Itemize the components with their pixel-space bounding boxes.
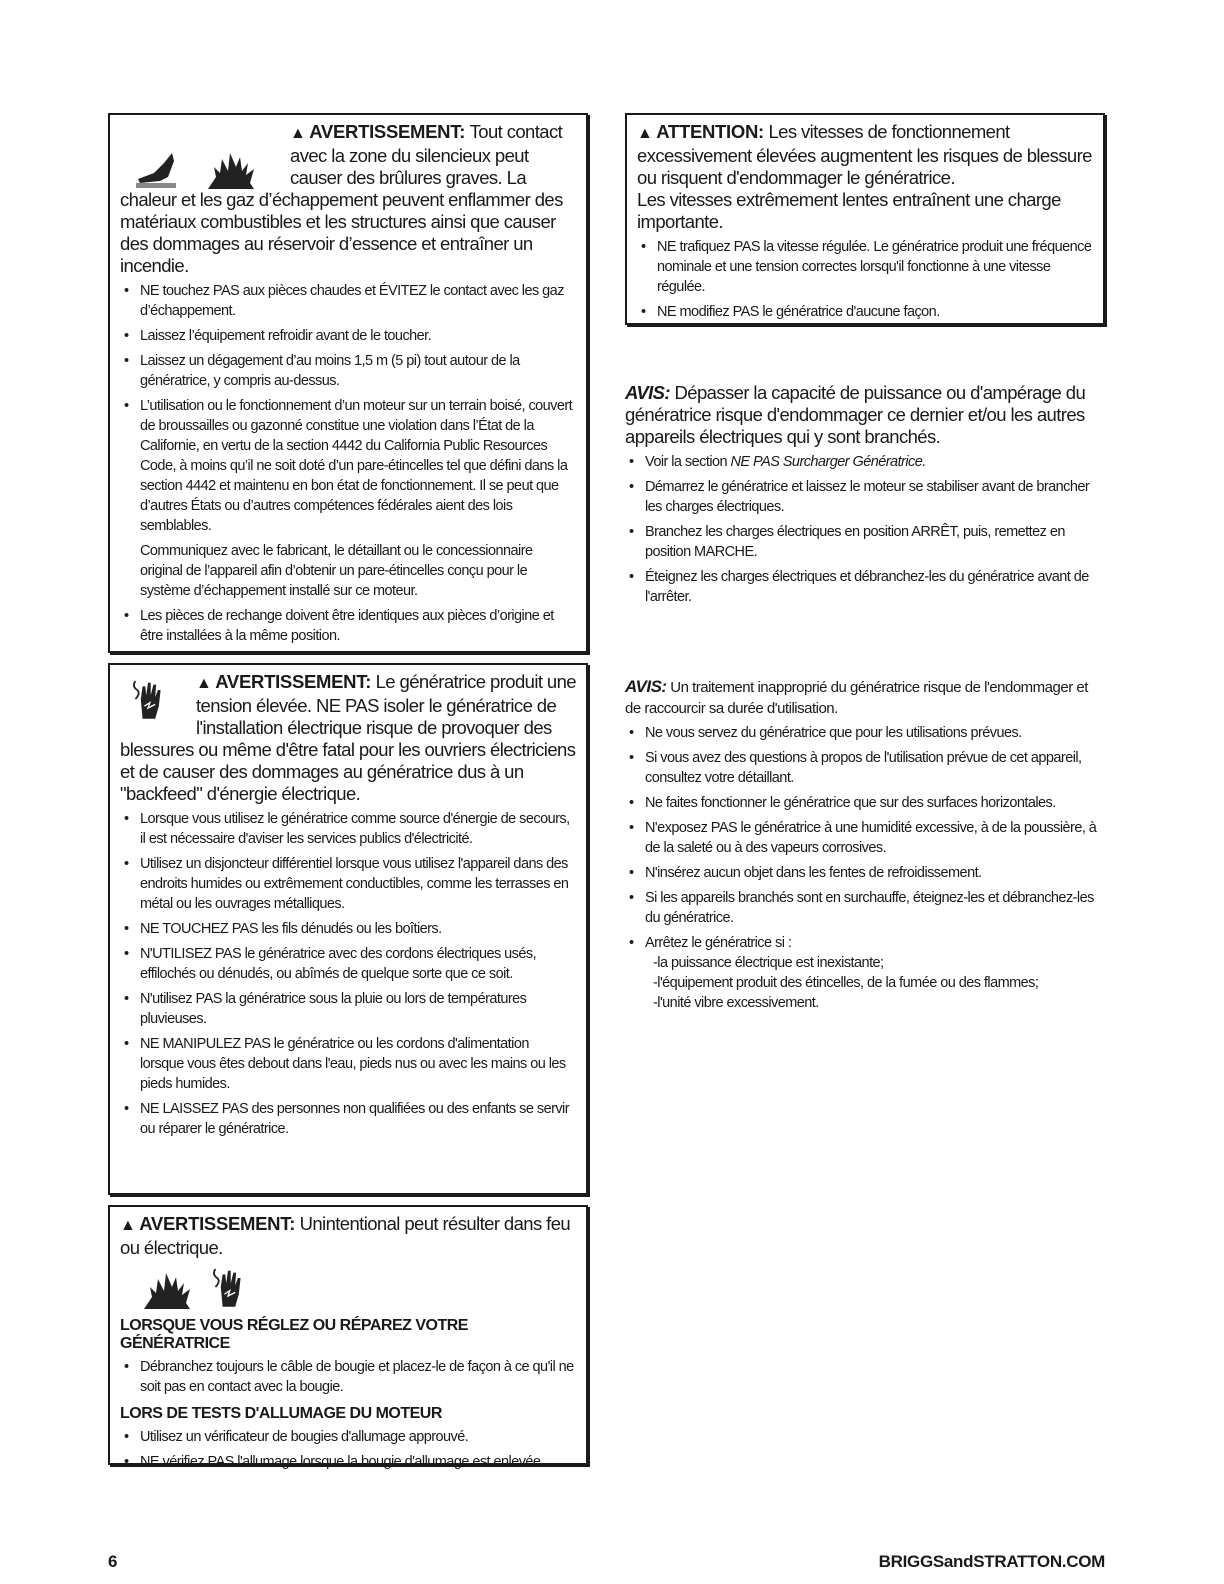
warning-box-fire-shock bbox=[108, 1205, 588, 1470]
caution-box-speed bbox=[625, 113, 1105, 325]
hot-surface-icon bbox=[134, 149, 184, 189]
warning-label: AVERTISSEMENT: bbox=[139, 1213, 296, 1234]
notice-overload bbox=[625, 382, 1105, 612]
warning-label: AVERTISSEMENT: bbox=[215, 671, 372, 692]
warning-box-hot-surface bbox=[108, 113, 588, 653]
list-item: • Utilisez un disjoncteur différentiel lorsque vous utilisez l'appareil dans des endroits humides ou extrêmement conductibles, comme les terrasses en métal ou les ouvrages métalliques. bbox=[120, 854, 576, 914]
sub-item: -l'équipement produit des étincelles, de la fumée ou des flammes; bbox=[653, 975, 1039, 991]
list-item: • NE trafiquez PAS la vitesse régulée. Le génératrice produit une fréquence nominale et une tension correctes lorsqu'il fonctionne à une vitesse régulée. bbox=[637, 237, 1093, 297]
warning-lead: Tout contact avec la zone du silencieux peut causer des brûlures graves. bbox=[290, 121, 563, 188]
sub-item: -l'unité vibre excessivement. bbox=[653, 995, 819, 1011]
list-item: • Arrêtez le génératrice si : bbox=[625, 933, 1105, 953]
list-item: • NE TOUCHEZ PAS les fils dénudés ou les boîtiers. bbox=[120, 919, 576, 939]
list-item: • N'exposez PAS le génératrice à une humidité excessive, à de la poussière, à de la saleté ou à des vapeurs corrosives. bbox=[625, 818, 1105, 858]
list-item: • NE vérifiez PAS l'allumage lorsque la bougie d'allumage est enlevée. bbox=[120, 1452, 576, 1472]
list-item: • N'insérez aucun objet dans les fentes de refroidissement. bbox=[625, 863, 1105, 883]
list-item: • Éteignez les charges électriques et débranchez-les du génératrice avant de l'arrêter. bbox=[625, 567, 1105, 607]
section-reference: NE PAS Surcharger Génératrice. bbox=[730, 454, 926, 470]
list-item: • Lorsque vous utilisez le génératrice comme source d'énergie de secours, il est nécessaire d'aviser les services publics d'électricité. bbox=[120, 809, 576, 849]
list-item: • NE touchez PAS aux pièces chaudes et ÉVITEZ le contact avec les gaz d’échappement. bbox=[120, 281, 576, 321]
footer-website: BRIGGSandSTRATTON.COM bbox=[878, 1552, 1105, 1571]
list-item: • Débranchez toujours le câble de bougie et placez-le de façon à ce qu'il ne soit pas en contact avec la bougie. bbox=[120, 1357, 576, 1397]
warning-triangle-icon: ▲ bbox=[196, 675, 212, 692]
list-item: • Ne faites fonctionner le génératrice que sur des surfaces horizontales. bbox=[625, 793, 1105, 813]
section-heading: LORS DE TESTS D'ALLUMAGE DU MOTEUR bbox=[120, 1405, 442, 1422]
note: Communiquez avec le fabricant, le détaillant ou le concessionnaire original de l’appareil afin d’obtenir un pare-étincelles conçu pour le système d’échappement installé sur ce moteur. bbox=[140, 543, 533, 599]
list-item: • NE modifiez PAS le génératrice d'aucune façon. bbox=[637, 302, 1093, 322]
list-item: • NE MANIPULEZ PAS le génératrice ou les cordons d'alimentation lorsque vous êtes debout dans l'eau, pieds nus ou avec les mains ou les pieds humides. bbox=[120, 1034, 576, 1094]
warning-triangle-icon: ▲ bbox=[120, 1217, 136, 1234]
notice-misuse bbox=[625, 676, 1105, 1013]
section-heading: LORSQUE VOUS RÉGLEZ OU RÉPAREZ VOTRE GÉNÉRATRICE bbox=[120, 1317, 468, 1352]
list-item: • NE LAISSEZ PAS des personnes non qualifiées ou des enfants se servir ou réparer le génératrice. bbox=[120, 1099, 576, 1139]
list-item: • Utilisez un vérificateur de bougies d'allumage approuvé. bbox=[120, 1427, 576, 1447]
list-item: • Branchez les charges électriques en position ARRÊT, puis, remettez en position MARCHE. bbox=[625, 522, 1105, 562]
list-item: • Laissez un dégagement d’au moins 1,5 m (5 pi) tout autour de la génératrice, y compris au-dessus. bbox=[120, 351, 576, 391]
warning-label: AVERTISSEMENT: bbox=[309, 121, 466, 142]
list-item: • N'UTILISEZ PAS le génératrice avec des cordons électriques usés, effilochés ou dénudés, ou abîmés de quelque sorte que ce soit. bbox=[120, 944, 576, 984]
warning-triangle-icon: ▲ bbox=[290, 125, 306, 142]
fire-icon bbox=[206, 149, 256, 189]
warning-bullets bbox=[120, 809, 576, 1139]
list-item: • Laissez l’équipement refroidir avant de le toucher. bbox=[120, 326, 576, 346]
warning-triangle-icon: ▲ bbox=[637, 125, 653, 142]
warning-text: NE PAS isoler le génératrice de l'installation électrique risque de provoquer des blessures ou même d'être fatal pour les ouvriers électriciens et de causer des dommages au génératrice dus à un "backfeed" d'énergie électrique. bbox=[120, 695, 576, 804]
caution-label: ATTENTION: bbox=[656, 121, 764, 142]
sub-item: -la puissance électrique est inexistante; bbox=[653, 955, 884, 971]
warning-text: La chaleur et les gaz d’échappement peuvent enflammer des matériaux combustibles et les structures ainsi que causer des dommages au réservoir d’essence et entraîner un incendie. bbox=[120, 167, 563, 276]
list-item: • Si les appareils branchés sont en surchauffe, éteignez-les et débranchez-les du génératrice. bbox=[625, 888, 1105, 928]
warning-box-high-voltage bbox=[108, 663, 588, 1195]
electric-shock-icon bbox=[210, 1265, 246, 1309]
list-item: • Ne vous servez du génératrice que pour les utilisations prévues. bbox=[625, 723, 1105, 743]
list-item: • N'utilisez PAS la génératrice sous la pluie ou lors de températures pluvieuses. bbox=[120, 989, 576, 1029]
list-item: • Si vous avez des questions à propos de l'utilisation prévue de cet appareil, consultez votre détaillant. bbox=[625, 748, 1105, 788]
icon-group bbox=[120, 125, 284, 189]
fire-icon bbox=[142, 1269, 192, 1309]
electric-shock-icon bbox=[130, 677, 166, 721]
notice-text: Dépasser la capacité de puissance ou d'ampérage du génératrice risque d'endommager ce dernier et/ou les autres appareils électriques qui y sont branchés. bbox=[625, 382, 1086, 447]
notice-label: AVIS: bbox=[625, 677, 667, 696]
warning-bullets bbox=[120, 281, 576, 536]
notice-label: AVIS: bbox=[625, 382, 670, 403]
caution-lead: Les vitesses de fonctionnement excessivement élevées augmentent les risques de blessure ou risquent d'endommager le génératrice. bbox=[637, 121, 1092, 188]
page-number: 6 bbox=[108, 1552, 118, 1571]
notice-text: Un traitement inapproprié du génératrice risque de l'endommager et de raccourcir sa durée d'utilisation. bbox=[625, 679, 1088, 717]
warning-lead: Unintentional peut résulter dans feu ou électrique. bbox=[120, 1213, 571, 1258]
list-item: • Voir la section NE PAS Surcharger Génératrice. bbox=[625, 452, 1105, 472]
list-item: • Les pièces de rechange doivent être identiques aux pièces d’origine et être installées à la même position. bbox=[120, 606, 576, 646]
caution-text: Les vitesses extrêmement lentes entraînent une charge importante. bbox=[637, 189, 1061, 232]
warning-lead: Le génératrice produit une tension élevée. bbox=[196, 671, 576, 716]
list-item: • L’utilisation ou le fonctionnement d’un moteur sur un terrain boisé, couvert de broussailles ou gazonné constitue une violation dans l’État de la Californie, en vertu de la section 4442 du California Public Resources Code, à moins qu’il ne soit doté d’un pare-étincelles tel que défini dans la section 4442 et maintenu en bon état de fonctionnement. Il se peut que d’autres États ou d’autres compétences fédérales aient des lois semblables. bbox=[120, 396, 576, 536]
list-item: • Démarrez le génératrice et laissez le moteur se stabiliser avant de brancher les charges électriques. bbox=[625, 477, 1105, 517]
